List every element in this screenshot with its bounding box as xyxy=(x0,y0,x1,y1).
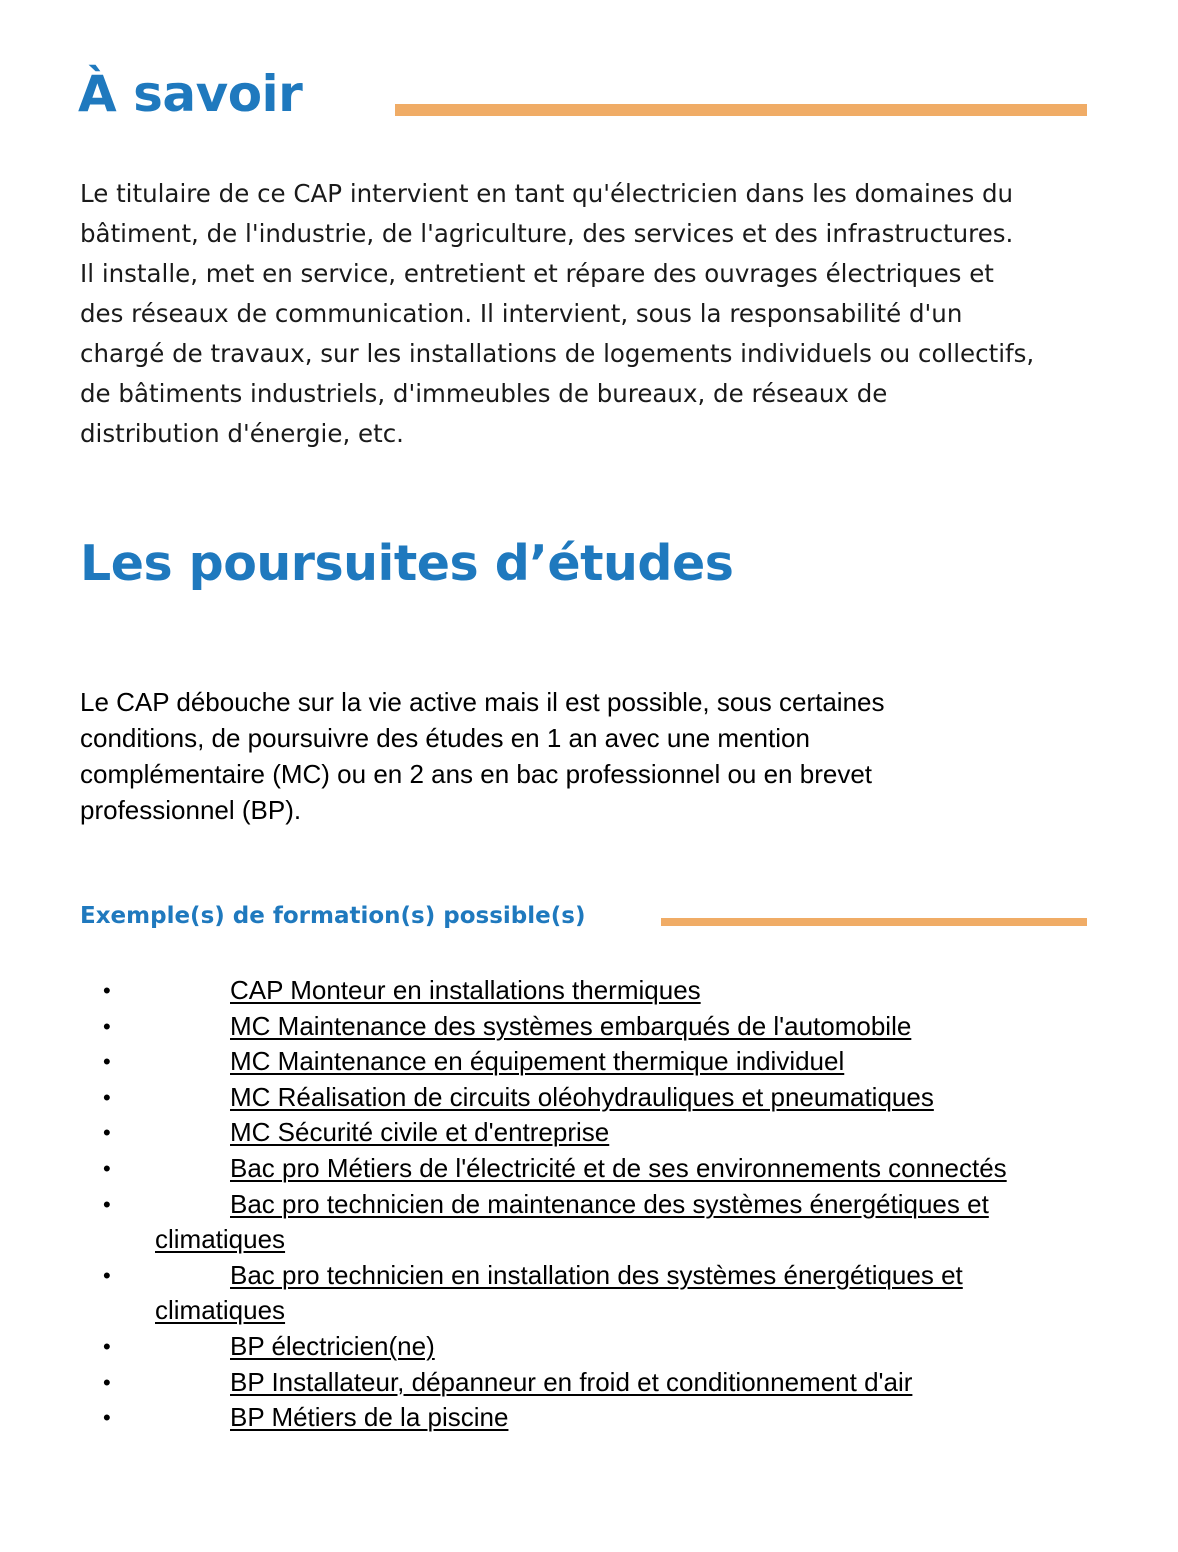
list-item xyxy=(0,973,1085,1009)
bullet-marker: • xyxy=(103,1084,111,1110)
list-item xyxy=(0,1151,1085,1187)
section-title-a-savoir: À savoir xyxy=(78,65,303,123)
bullet-marker: • xyxy=(103,1369,111,1395)
formation-link[interactable]: CAP Monteur en installations thermiques xyxy=(230,975,701,1005)
list-item xyxy=(0,1009,1085,1045)
bullet-marker: • xyxy=(103,1262,111,1288)
formation-link[interactable]: BP Installateur, dépanneur en froid et conditionnement d'air xyxy=(230,1366,913,1397)
bullet-marker: • xyxy=(103,1155,111,1181)
formation-link[interactable]: MC Réalisation de circuits oléohydrauliques et pneumatiques xyxy=(230,1081,934,1112)
accent-divider xyxy=(661,918,1087,926)
bullet-marker: • xyxy=(103,978,111,1003)
list-item xyxy=(0,1400,1085,1436)
formation-link[interactable]: MC Maintenance des systèmes embarqués de l'automobile xyxy=(230,1010,912,1041)
list-item xyxy=(0,1080,1085,1116)
bullet-marker: • xyxy=(103,1049,111,1075)
poursuites-paragraph: Le CAP débouche sur la vie active mais il est possible, sous certaines conditions, de poursuivre des études en 1 an avec une mention complémentaire (MC) ou en 2 ans en bac professionnel ou en brevet professionnel (BP). xyxy=(80,687,885,825)
list-item xyxy=(0,1258,1085,1329)
bullet-marker: • xyxy=(103,1405,111,1431)
section-title-poursuites-etudes: Les poursuites d’études xyxy=(80,535,734,592)
bullet-marker: • xyxy=(103,1013,111,1039)
list-item xyxy=(0,1187,1085,1258)
list-item xyxy=(0,1329,1085,1365)
formation-link[interactable]: MC Maintenance en équipement thermique individuel xyxy=(230,1046,845,1077)
formation-link[interactable]: MC Sécurité civile et d'entreprise xyxy=(230,1117,610,1148)
formations-list xyxy=(0,973,1178,1436)
bullet-marker: • xyxy=(103,1120,111,1146)
list-item xyxy=(0,1044,1085,1080)
bullet-marker: • xyxy=(103,1333,111,1359)
bullet-marker: • xyxy=(103,1191,111,1217)
formation-link[interactable]: Bac pro Métiers de l'électricité et de ses environnements connectés xyxy=(230,1152,1007,1183)
formation-link[interactable]: Bac pro technicien de maintenance des systèmes énergétiques et climatiques xyxy=(155,1188,989,1255)
formation-link[interactable]: BP Métiers de la piscine xyxy=(230,1402,509,1433)
examples-subtitle: Exemple(s) de formation(s) possible(s) xyxy=(80,903,586,929)
list-item xyxy=(0,1115,1085,1151)
formation-link[interactable]: Bac pro technicien en installation des systèmes énergétiques et climatiques xyxy=(155,1259,963,1326)
accent-divider xyxy=(395,104,1087,116)
formation-link[interactable]: BP électricien(ne) xyxy=(230,1330,435,1361)
a-savoir-paragraph: Le titulaire de ce CAP intervient en tant qu'électricien dans les domaines du bâtiment, de l'industrie, de l'agriculture, des services et des infrastructures. Il installe, met en service, entretient et répare des ouvrages électriques et des réseaux de communication. Il intervient, sous la responsabilité d'un chargé de travaux, sur les installations de logements individuels ou collectifs, de bâtiments industriels, d'immeubles de bureaux, de réseaux de distribution d'énergie, etc. xyxy=(80,179,1035,448)
list-item xyxy=(0,1365,1085,1401)
